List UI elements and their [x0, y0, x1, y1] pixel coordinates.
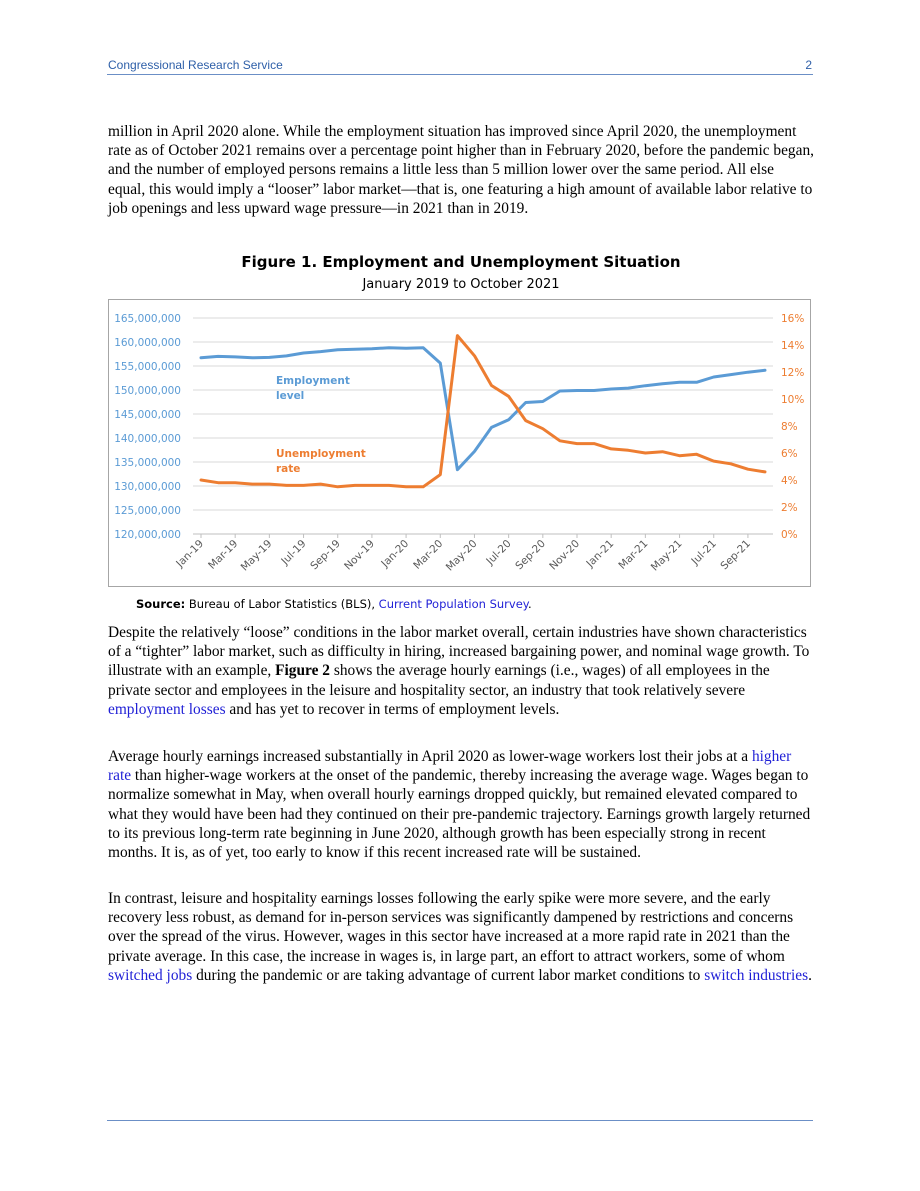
- figure-subtitle: January 2019 to October 2021: [362, 277, 560, 292]
- y-right-tick-label: 6%: [781, 448, 798, 460]
- p3-text-a: Average hourly earnings increased substantially in April 2020 as lower-wage workers lost their jobs at a: [108, 748, 752, 765]
- y-left-tick-label: 140,000,000: [114, 433, 181, 445]
- p4-text-b: during the pandemic or are taking advantage of current labor market conditions to: [192, 966, 705, 984]
- y-left-tick-label: 135,000,000: [114, 457, 181, 469]
- header-rule: [107, 74, 813, 75]
- y-left-tick-label: 160,000,000: [114, 337, 181, 349]
- source-text: Bureau of Labor Statistics (BLS),: [185, 597, 379, 611]
- x-tick-label: Nov-20: [547, 537, 583, 573]
- y-right-tick-label: 16%: [781, 313, 805, 325]
- line-chart: [109, 300, 812, 588]
- switch-industries-link[interactable]: switch industries: [704, 966, 809, 984]
- y-right-tick-label: 8%: [781, 421, 798, 433]
- employment-losses-link[interactable]: employment losses: [108, 700, 226, 718]
- higher-rate-link[interactable]: higher rate: [108, 748, 792, 785]
- source-link[interactable]: Current Population Survey: [378, 597, 528, 611]
- figure-source: [136, 597, 532, 611]
- source-label: Source:: [136, 597, 186, 611]
- y-right-tick-label: 2%: [781, 502, 798, 514]
- x-tick-label: May-21: [648, 537, 685, 574]
- paragraph-1: million in April 2020 alone. While the employment situation has improved since April 2020, the unemployment rate as of October 2021 remains over a percentage point higher than in February 2020, before the pandemic began, and the number of employed persons remains a little less than 5 million lower over the same period. All else equal, this would imply a “looser” labor market—that is, one featuring a high amount of available labor relative to job openings and less upward wage pressure—in 2021 than in 2019.: [108, 123, 814, 217]
- p4-text-a: In contrast, leisure and hospitality earnings losses following the early spike were more severe, and the early recovery less robust, as demand for in-person services was significantly dampened by restrictions and concerns over the spread of the virus. However, wages in this sector have increased at a more rapid rate in 2021 than the private average. In this case, the increase in wages is, in large part, an effort to attract workers, some of whom: [108, 890, 794, 965]
- x-tick-label: Jul-20: [484, 537, 514, 568]
- header-org: Congressional Research Service: [108, 58, 283, 72]
- y-left-tick-label: 150,000,000: [114, 385, 181, 397]
- p2-text-b: shows the average hourly earnings (i.e., wages) of all employees in the private sector and employees in the leisure and hospitality sector, an industry that took relatively severe: [108, 662, 770, 699]
- p2-text-a: Despite the relatively “loose” conditions in the labor market overall, certain industries have shown characteristics of a “tighter” labor market, such as difficulty in hiring, increased bargaining power, and nominal wage growth. To illustrate with an example,: [108, 624, 810, 680]
- page-number: 2: [805, 58, 812, 72]
- x-tick-label: May-19: [238, 537, 275, 574]
- y-right-tick-label: 10%: [781, 394, 805, 406]
- y-left-tick-label: 155,000,000: [114, 361, 181, 373]
- p4-text-c: .: [808, 966, 812, 984]
- paragraph-4: [108, 889, 814, 985]
- y-left-tick-label: 130,000,000: [114, 481, 181, 493]
- chart-container: [108, 299, 811, 587]
- x-tick-label: Mar-20: [411, 537, 446, 572]
- x-tick-label: May-20: [443, 537, 480, 574]
- y-right-tick-label: 12%: [781, 367, 805, 379]
- source-end: .: [527, 597, 532, 611]
- x-tick-label: Mar-21: [616, 537, 651, 572]
- y-left-tick-label: 120,000,000: [114, 529, 181, 541]
- x-tick-label: Jul-19: [279, 537, 309, 568]
- x-tick-label: Sep-20: [513, 537, 548, 573]
- series-label: level: [276, 390, 305, 402]
- p2-text-c: and has yet to recover in terms of employment levels.: [225, 700, 560, 718]
- series-label: Unemployment: [276, 448, 366, 460]
- figure-2-reference: Figure 2: [275, 662, 330, 680]
- y-left-tick-label: 125,000,000: [114, 505, 181, 517]
- paragraph-2: [108, 623, 814, 719]
- series-label: rate: [276, 463, 301, 475]
- p3-text-b: than higher-wage workers at the onset of the pandemic, thereby increasing the average wage. Wages began to normalize somewhat in May, when overall hourly earnings dropped quickly, but remained elevated compared to what they would have been had they continued on their pre-pandemic trajectory. Earnings growth largely returned to its previous long-term rate beginning in June 2020, although growth has been especially strong in recent months. It is, as of yet, too early to know if this recent increased rate will be sustained.: [108, 767, 811, 862]
- y-right-tick-label: 4%: [781, 475, 798, 487]
- x-tick-label: Nov-19: [342, 537, 378, 573]
- x-tick-label: Jan-19: [174, 537, 207, 570]
- x-tick-label: Jan-20: [379, 537, 412, 570]
- paragraph-3: [108, 747, 814, 862]
- y-left-tick-label: 145,000,000: [114, 409, 181, 421]
- y-right-tick-label: 0%: [781, 529, 798, 541]
- series-label: Employment: [276, 375, 350, 387]
- x-tick-label: Jan-21: [584, 537, 617, 570]
- x-tick-label: Jul-21: [689, 537, 719, 568]
- y-right-tick-label: 14%: [781, 340, 805, 352]
- x-tick-label: Sep-21: [718, 537, 754, 573]
- figure-title: Figure 1. Employment and Unemployment Situation: [241, 253, 681, 271]
- x-tick-label: Mar-19: [206, 537, 241, 572]
- y-left-tick-label: 165,000,000: [114, 313, 181, 325]
- switched-jobs-link[interactable]: switched jobs: [108, 966, 193, 984]
- footer-rule: [107, 1120, 813, 1121]
- x-tick-label: Sep-19: [308, 537, 343, 573]
